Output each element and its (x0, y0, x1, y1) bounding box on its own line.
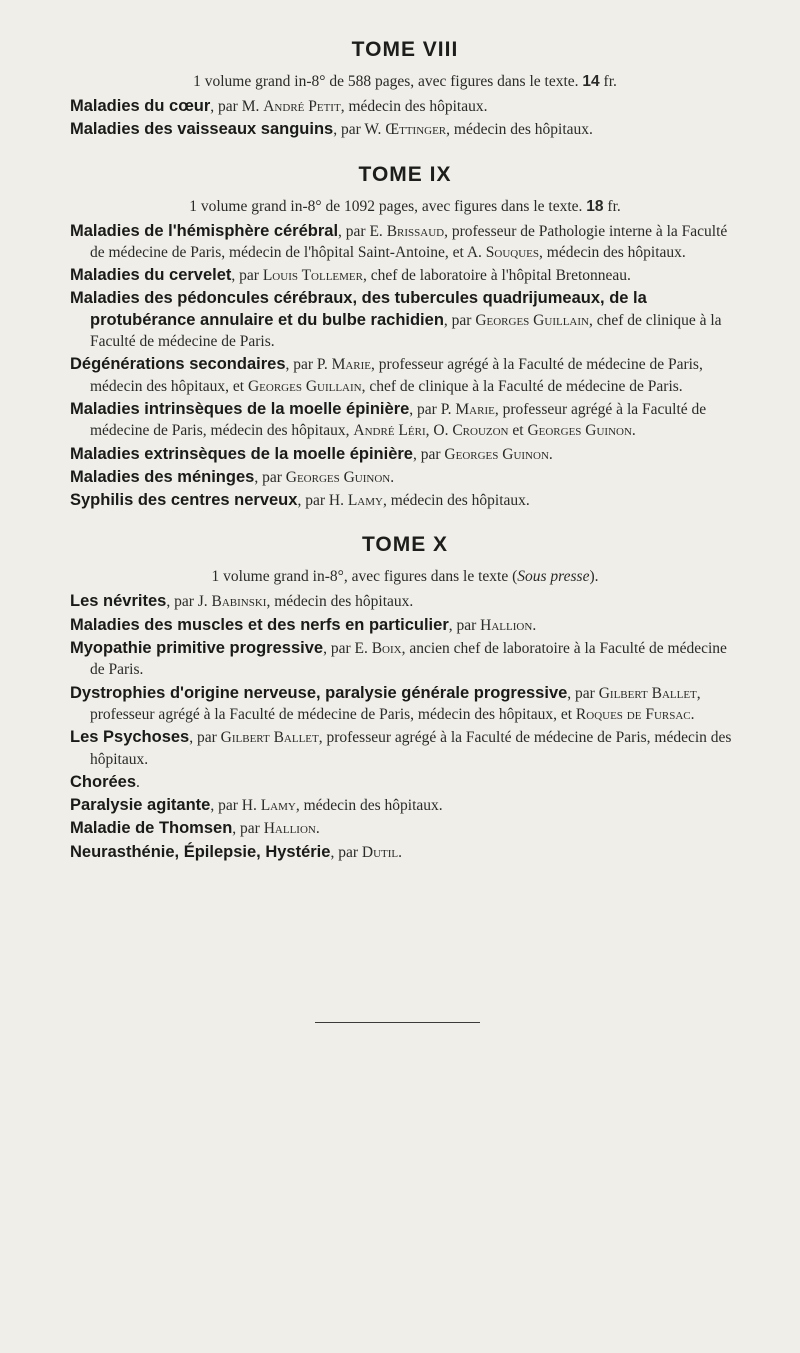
chapter-entry (70, 683, 740, 726)
author-name: Louis Tollemer (262, 267, 363, 285)
author-name: Georges Guinon (527, 422, 632, 440)
author-name: Hallion (480, 616, 533, 634)
author-name: Brissaud (386, 222, 445, 240)
entry-text: , professeur agrégé à la Faculté de médecine de Paris, médecin des hôpitaux, (90, 400, 707, 440)
chapter-entry (70, 221, 740, 264)
entry-text: , professeur agrégé à la Faculté de médecine de Paris, médecin des hôpitaux. (90, 729, 732, 768)
author-name: Œttinger (385, 121, 447, 139)
entry-text: , professeur agrégé à la Faculté de médecine de Paris, médecin des hôpitaux, et (90, 684, 701, 723)
note-text: fr. (603, 197, 621, 215)
chapter-title: Les Psychoses (70, 728, 190, 747)
chapter-title: Maladies du cœur (70, 97, 211, 115)
chapter-title: Maladies du cervelet (70, 266, 232, 285)
author-name: Babinski (211, 593, 267, 611)
chapter-title: Maladies des pédoncules cérébraux, des tubercules quadrijumeaux, de la protubérance annulaire et du bulbe rachidien (70, 289, 647, 329)
chapter-entry (70, 265, 740, 286)
entry-text: , ancien chef de laboratoire à la Faculté de médecine de Paris. (90, 640, 727, 679)
entry-text: , chef de clinique à la Faculté de médecine de Paris. (90, 311, 722, 351)
entry-text: , par (232, 820, 264, 838)
chapter-entry (70, 119, 740, 140)
chapter-entry (70, 591, 740, 612)
tome-volume-note (70, 566, 740, 587)
chapter-entry (70, 818, 740, 839)
entry-text: . (532, 616, 537, 634)
entry-text: , professeur de Pathologie interne à la Faculté de médecine de Paris, médecin de l'hôpital Saint-Antoine, et A. (90, 222, 728, 261)
chapter-title: Myopathie primitive progressive (70, 639, 324, 658)
chapter-entry (70, 615, 740, 636)
author-name: Lamy (260, 797, 296, 815)
author-name: André Petit (263, 98, 341, 115)
tome-8-section (70, 38, 740, 141)
entry-text: , par (330, 843, 362, 861)
entry-text: , O. (425, 422, 453, 440)
author-name: Souques (485, 243, 540, 261)
entry-text: , médecin des hôpitaux. (266, 593, 414, 611)
entry-text: , par (412, 445, 445, 463)
entry-text: , chef de clinique à la Faculté de médecine de Paris. (361, 377, 683, 395)
entry-text: , par (231, 267, 263, 285)
entry-text: . (690, 705, 695, 723)
note-text: 1 volume grand in-8°, avec figures dans le texte ( (211, 568, 518, 586)
entry-text: . (548, 445, 553, 463)
entry-text: , par M. (210, 98, 264, 115)
chapter-title: Maladies extrinsèques de la moelle épinière (70, 444, 413, 463)
author-name: Roques de Fursac (575, 705, 691, 723)
entry-text: , par E. (323, 640, 372, 658)
tome-volume-note (70, 196, 740, 217)
chapter-title: Dystrophies d'origine nerveuse, paralysie générale progressive (70, 683, 568, 702)
chapter-entry (70, 354, 740, 397)
entry-text: , par H. (297, 492, 348, 510)
note-text: 1 volume grand in-8° de 1092 pages, avec figures dans le texte. (189, 197, 587, 215)
entry-text: , par J. (166, 593, 212, 611)
entry-text: , par (448, 616, 481, 634)
entry-text: , médecin des hôpitaux. (539, 243, 686, 261)
author-name: André Léri (353, 422, 426, 440)
entry-text: , par W. (333, 121, 386, 139)
entry-text: . (398, 843, 402, 861)
entry-text: , médecin des hôpitaux. (340, 98, 488, 115)
entry-text: , professeur agrégé à la Faculté de médecine de Paris, médecin des hôpitaux, et (90, 356, 703, 395)
chapter-entry (70, 490, 740, 511)
entry-text: , médecin des hôpitaux. (382, 492, 530, 510)
author-name: Georges Guinon (285, 468, 391, 486)
press-status: Sous presse (517, 568, 590, 586)
chapter-title: Maladie de Thomsen (70, 819, 233, 838)
chapter-entry (70, 399, 740, 442)
entry-text: . (315, 820, 320, 838)
entry-text: , par (254, 468, 286, 486)
tome-9-section (70, 163, 740, 512)
tome-heading: TOME X (361, 533, 449, 557)
chapter-entry (70, 772, 740, 793)
entry-text: , par E. (338, 222, 387, 240)
end-divider (315, 1022, 480, 1023)
price: 14 (582, 73, 600, 90)
author-name: Crouzon (452, 422, 509, 440)
entry-text: et (508, 422, 528, 440)
chapter-entry (70, 638, 740, 681)
chapter-entry (70, 96, 740, 117)
author-name: Gilbert Ballet (220, 729, 319, 747)
entry-text: , par P. (409, 400, 456, 418)
chapter-entry (70, 288, 740, 352)
author-name: Lamy (347, 492, 383, 510)
chapter-title: Dégénérations secondaires (70, 355, 286, 374)
chapter-title: Paralysie agitante (70, 796, 211, 815)
chapter-title: Les névrites (70, 592, 167, 611)
entry-text: , par (443, 311, 476, 329)
tome-10-section (70, 533, 740, 863)
entry-text: , par (189, 729, 221, 747)
author-name: Marie (455, 400, 495, 418)
chapter-title: Maladies intrinsèques de la moelle épinière (70, 399, 410, 418)
note-text: fr. (599, 73, 617, 90)
author-name: Gilbert Ballet (598, 684, 697, 702)
chapter-title: Maladies des vaisseaux sanguins (70, 120, 334, 139)
chapter-entry (70, 467, 740, 488)
tome-heading: TOME IX (358, 162, 452, 186)
note-text: 1 volume grand in-8° de 588 pages, avec figures dans le texte. (193, 73, 583, 90)
author-name: Boix (371, 640, 402, 658)
chapter-entry (70, 795, 740, 816)
entry-text: . (136, 773, 140, 791)
chapter-entry (70, 727, 740, 770)
chapter-title: Maladies des méninges (70, 467, 255, 486)
tome-heading: TOME VIII (351, 38, 459, 61)
entry-text: , par H. (210, 797, 261, 815)
author-name: Georges Guinon (444, 445, 549, 463)
chapter-title: Maladies de l'hémisphère cérébral (70, 221, 339, 240)
price: 18 (586, 197, 604, 215)
chapter-title: Neurasthénie, Épilepsie, Hystérie (70, 842, 331, 861)
author-name: Dutil (361, 843, 399, 861)
author-name: Georges Guillain (475, 311, 589, 329)
entry-text: , par (567, 684, 599, 702)
chapter-title: Maladies des muscles et des nerfs en particulier (70, 615, 449, 634)
note-text: ). (589, 568, 599, 586)
chapter-title: Syphilis des centres nerveux (70, 491, 298, 510)
chapter-entry (70, 444, 740, 465)
entry-text: , médecin des hôpitaux. (446, 121, 593, 139)
entry-text: . (390, 468, 395, 486)
entry-text: , chef de laboratoire à l'hôpital Bretonneau. (362, 267, 631, 285)
chapter-title: Chorées (70, 772, 137, 791)
tome-volume-note (70, 71, 740, 92)
entry-text: , médecin des hôpitaux. (295, 797, 443, 815)
entry-text: . (631, 422, 636, 440)
author-name: Hallion (263, 820, 316, 838)
author-name: Georges Guillain (247, 377, 362, 395)
entry-text: , par P. (285, 356, 332, 374)
chapter-entry (70, 842, 740, 863)
author-name: Marie (331, 356, 372, 374)
